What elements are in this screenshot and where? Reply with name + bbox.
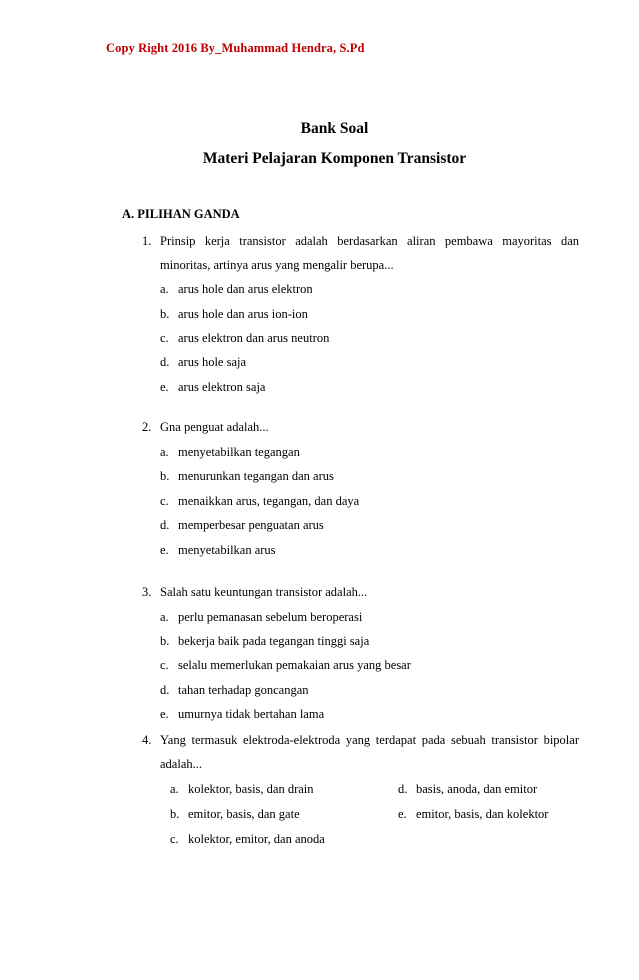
question-3-option-b: b. bekerja baik pada tegangan tinggi saja — [160, 634, 370, 648]
question-1-option-a: a. arus hole dan arus elektron — [160, 282, 313, 296]
question-1-option-d: d. arus hole saja — [160, 355, 247, 369]
question-3-option-d: d. tahan terhadap goncangan — [160, 683, 309, 697]
question-3-option-a: a. perlu pemanasan sebelum beroperasi — [160, 610, 363, 624]
question-1-text-line2: minoritas, artinya arus yang mengalir berupa... — [160, 258, 394, 272]
question-2-number: 2. — [142, 420, 152, 434]
question-4-option-b: b. emitor, basis, dan gate — [170, 807, 300, 821]
question-2-option-e: e. menyetabilkan arus — [160, 543, 276, 557]
question-4-option-d: d. basis, anoda, dan emitor — [398, 782, 538, 796]
question-3-number: 3. — [142, 585, 152, 599]
question-4-text-line1: Yang termasuk elektroda-elektroda yang terdapat pada sebuah transistor bipolar — [160, 733, 579, 747]
section-heading: A. PILIHAN GANDA — [122, 207, 240, 221]
question-2-text: Gna penguat adalah... — [160, 420, 269, 434]
question-2-option-d: d. memperbesar penguatan arus — [160, 518, 324, 532]
document-subtitle: Materi Pelajaran Komponen Transistor — [202, 150, 467, 167]
question-3-option-e: e. umurnya tidak bertahan lama — [160, 707, 325, 721]
question-4-option-a: a. kolektor, basis, dan drain — [170, 782, 314, 796]
question-4-option-c: c. kolektor, emitor, dan anoda — [170, 832, 325, 846]
question-1-option-b: b. arus hole dan arus ion-ion — [160, 307, 308, 321]
question-4-option-e: e. emitor, basis, dan kolektor — [398, 807, 549, 821]
question-1-option-c: c. arus elektron dan arus neutron — [160, 331, 330, 345]
copyright-header: Copy Right 2016 By_Muhammad Hendra, S.Pd — [106, 41, 365, 55]
question-2-option-a: a. menyetabilkan tegangan — [160, 445, 300, 459]
question-1-option-e: e. arus elektron saja — [160, 380, 266, 394]
question-4-number: 4. — [142, 733, 152, 747]
question-3-text: Salah satu keuntungan transistor adalah... — [160, 585, 368, 599]
question-1-number: 1. — [142, 234, 152, 248]
question-1-text-line1: Prinsip kerja transistor adalah berdasarkan aliran pembawa mayoritas dan — [160, 234, 579, 248]
question-3-option-c: c. selalu memerlukan pemakaian arus yang besar — [160, 658, 411, 672]
question-2-option-b: b. menurunkan tegangan dan arus — [160, 469, 334, 483]
question-2-option-c: c. menaikkan arus, tegangan, dan daya — [160, 494, 360, 508]
question-4-text-line2: adalah... — [160, 757, 202, 771]
document-title: Bank Soal — [300, 120, 369, 137]
